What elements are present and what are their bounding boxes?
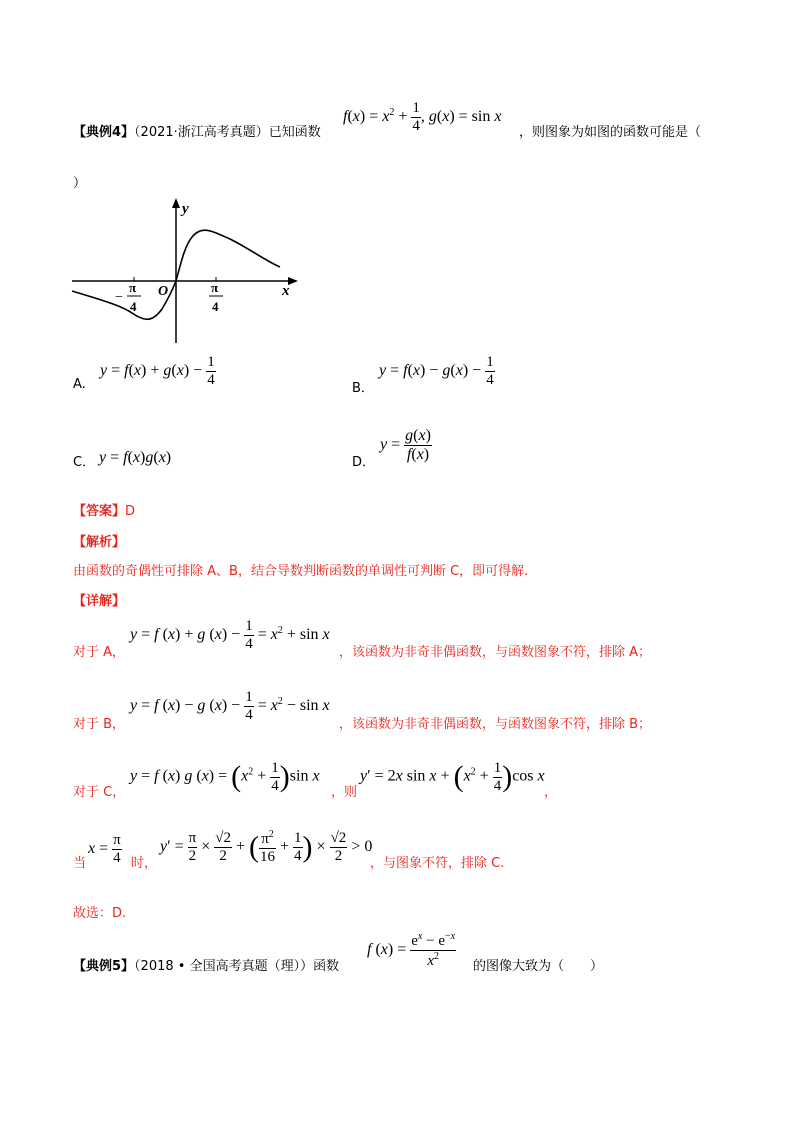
example-5-formula: f (x) = $\frac{e^x - e^{-x}}{x^2}$ bbox=[367, 931, 456, 969]
origin-label: O bbox=[158, 284, 169, 299]
example-4-formula: $f(x) = x^2$ + $\frac{1}{4}$ , g(x) = sin x bbox=[343, 100, 502, 134]
detail-b-prefix: 对于 B， bbox=[73, 717, 126, 732]
y-axis-label: y bbox=[182, 201, 189, 217]
tick-pos-den: 4 bbox=[212, 299, 219, 314]
tick-neg-minus: − bbox=[115, 290, 123, 305]
detail-c-prefix: 对于 C， bbox=[73, 785, 126, 800]
detail-when: 当 bbox=[73, 856, 87, 871]
detail-a-formula: y = f (x) + g (x) − $\frac{1}{4}$ = $x^2 + \sin x$ bbox=[130, 618, 330, 652]
detail-derivative-value: y′ = $\frac{\pi}{2}$ × $\frac{√2}{2}$ + ( $\frac{\pi^2}{16}$ + $\frac{1}{4}$ ) × $\frac{√2}{2}$ > 0 bbox=[160, 829, 373, 865]
option-a-label: A. bbox=[73, 377, 86, 392]
detail-label: 【详解】 bbox=[73, 594, 126, 609]
example-4-source: （2021·浙江高考真题）已知函数 bbox=[134, 125, 321, 140]
tick-neg-den: 4 bbox=[130, 299, 137, 314]
example-4-question: ，则图象为如图的函数可能是（ bbox=[519, 125, 702, 140]
analysis-label: 【解析】 bbox=[73, 535, 126, 550]
option-d-formula: y = $\frac{g(x)}{f(x)}$ bbox=[380, 427, 431, 463]
function-graph bbox=[70, 195, 300, 345]
option-d-label: D． bbox=[352, 455, 376, 470]
example-4-close-paren: ） bbox=[73, 176, 87, 191]
detail-a-conclusion: ，该函数为非奇非偶函数，与函数图象不符，排除 A； bbox=[339, 645, 652, 660]
example-5-source: （2018 • 全国高考真题（理））函数 bbox=[134, 959, 340, 974]
detail-x-value: x = $\frac{\pi}{4}$ bbox=[88, 832, 121, 866]
tick-neg-num: π bbox=[129, 280, 137, 295]
detail-c-then: ，则 bbox=[331, 785, 358, 800]
answer-value: D bbox=[125, 504, 136, 519]
example-5-tag: 【典例5】（2018 • 全国高考真题（理））函数 bbox=[73, 959, 340, 974]
detail-time: 时， bbox=[131, 856, 158, 871]
option-c-label: C． bbox=[73, 455, 96, 470]
detail-c-derivative: y′ = 2x $\sin x + (x^2$ + $\frac{1}{4}$ )cos x bbox=[360, 759, 545, 794]
detail-c-conclusion: ，与图象不符，排除 C. bbox=[370, 856, 505, 871]
detail-c-formula: y = f (x) g $(x) = (x^2$ + $\frac{1}{4}$ )sin x bbox=[130, 759, 320, 794]
analysis-text: 由函数的奇偶性可排除 A、B，结合导数判断函数的单调性可判断 C，即可得解. bbox=[73, 564, 529, 579]
detail-b-formula: y = f (x) − g (x) − $\frac{1}{4}$ = $x^2 - \sin x$ bbox=[130, 689, 330, 723]
option-a-formula: y = f(x) + g(x) − $\frac{1}{4}$ bbox=[100, 354, 215, 388]
y-axis-arrow bbox=[172, 198, 180, 208]
tick-pos-num: π bbox=[211, 280, 219, 295]
detail-b-conclusion: ，该函数为非奇非偶函数，与函数图象不符，排除 B； bbox=[339, 717, 652, 732]
example-5-question: 的图像大致为（ ） bbox=[473, 959, 604, 974]
x-axis-label: x bbox=[282, 283, 290, 299]
example-4-tag: 【典例4】（2021·浙江高考真题）已知函数 bbox=[73, 125, 321, 140]
final-choice: 故选：D. bbox=[73, 906, 127, 921]
option-b-label: B． bbox=[352, 381, 374, 396]
x-axis-arrow bbox=[288, 277, 298, 285]
option-b-formula: y = f(x) − g(x) − $\frac{1}{4}$ bbox=[379, 354, 494, 388]
answer-line: 【答案】D bbox=[73, 504, 136, 519]
detail-a-prefix: 对于 A， bbox=[73, 645, 126, 660]
detail-c-comma: ， bbox=[544, 785, 558, 800]
option-c-formula: y = f(x)g(x) bbox=[99, 449, 172, 466]
